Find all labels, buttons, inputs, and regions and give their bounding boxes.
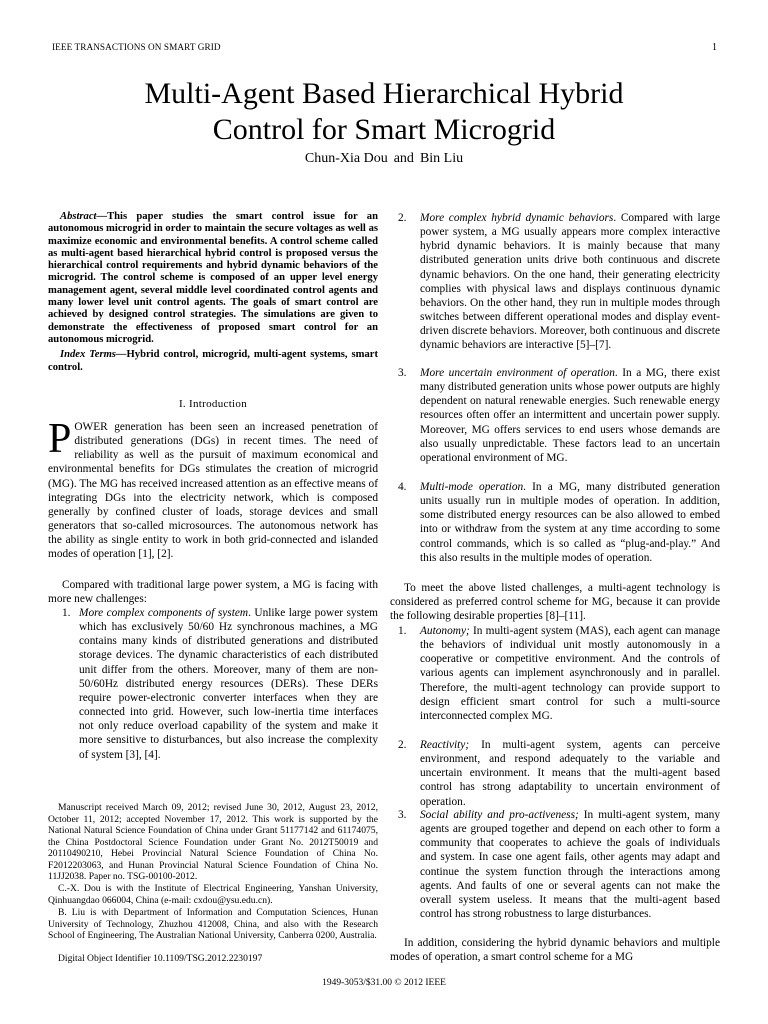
- section-heading-introduction: I. Introduction: [178, 398, 248, 410]
- copyright-footer: 1949-3053/$31.00 © 2012 IEEE: [322, 978, 446, 988]
- property-item-2-text: In multi-agent system, agents can perceive environment, and respond adequately to the variable and uncertain environment. It means that the multi-agent based control has strong adaptability to uncertain environment of operation.: [420, 739, 720, 808]
- index-terms-label: Index Terms—: [60, 349, 127, 360]
- footnote-dou: C.-X. Dou is with the Institute of Electrical Engineering, Yanshan University, Qinhuangdao 066004, China (e-mail: cxdou@ysu.edu.cn).: [48, 883, 378, 906]
- authors: [0, 151, 768, 167]
- property-item-3-number: 3.: [398, 809, 407, 821]
- property-item-2-number: 2.: [398, 739, 407, 751]
- author-1: Chun-Xia Dou: [304, 151, 388, 166]
- intro-paragraph-1-text: OWER generation has been seen an increased penetration of distributed generations (DGs) in recent times. The need of reliability as well as the pursuit of maximum economical and environmental benefits for DGs stimulates the creation of microgrid (MG). The MG has received increased attention as an effective means of integrating DGs into the electricity network, which is composed generally by confined cluster of loads, storage devices and small generators that so-called microsources. The autonomous network has the ability as single entity to work in both grid-connected and islanded modes of operation [1], [2].: [48, 421, 378, 561]
- paper-title-line-2: Control for Smart Microgrid: [212, 113, 556, 146]
- footnote-liu: B. Liu is with Department of Information and Computation Sciences, Hunan University of Technology, Zhuzhou 412008, China, and also with the Research School of Engineering, The Australian National University, Canberra 0200, Australia.: [48, 907, 378, 942]
- property-item-2-title: Reactivity;: [420, 739, 470, 751]
- index-terms-text: Hybrid control, microgrid, multi-agent systems, smart control.: [48, 349, 378, 373]
- challenge-item-3-text: . In a MG, there exist many distributed generation units whose power outputs are highly dependent on natural renewable energies. Such renewable energy resources often offer an intermittent and uncertain power supply. Moreover, MG offers services to end users whose demands are also usually unpredictable. These factors lead to an uncertain operational environment of MG.: [420, 367, 721, 464]
- index-terms: [48, 348, 378, 374]
- page-number: 1: [712, 42, 717, 53]
- challenge-item-3-number: 3.: [398, 367, 407, 379]
- abstract-label: Abstract—: [60, 211, 108, 222]
- intro-paragraph-2: Compared with traditional large power system, a MG is facing with more new challenges:: [48, 579, 378, 606]
- footnote-received: Manuscript received March 09, 2012; revised June 30, 2012, August 23, 2012, October 11, 2012; accepted November 17, 2012. This work is supported by the National Natural Science Foundation of China under Grant 51177142 and 61174075, the China Postdoctoral Science Foundation under Grant No. 2012T50019 and 20110490210, Hebei Provincial Natural Science Foundation of China No. F2012203063, and Hunan Provincial Natural Science Foundation of China No. 11JJ2038. Paper no. TSG-00100-2012.: [48, 802, 378, 883]
- challenge-item-1-text: . Unlike large power system which has exclusively 50/60 Hz synchronous machines, a MG contains many kinds of distributed generations and distributed storage devices. The dynamic characteristics of each distributed unit differ from the others. Moreover, many of them are non-50/60Hz distributed energy resources (DERs). These DERs require power-electronic converter interfaces when they are connected into grid. However, such low-inertia time interfaces not only reduce overload capability of the system and make it more sensitive to disturbances, but also increase the complexity of system [3], [4].: [79, 607, 378, 761]
- property-item-1-title: Autonomy;: [420, 625, 470, 637]
- challenge-item-3-title: More uncertain environment of operation: [420, 367, 615, 379]
- paper-title-line-1: Multi-Agent Based Hierarchical Hybrid: [144, 77, 624, 110]
- author-2: Bin Liu: [419, 151, 464, 166]
- multi-agent-intro-paragraph: To meet the above listed challenges, a multi-agent technology is considered as preferred control scheme for MG, because it can provide the following desirable properties [8]–[11].: [390, 582, 720, 623]
- challenge-item-4-title: Multi-mode operation: [420, 481, 524, 493]
- challenge-item-2-title: More complex hybrid dynamic behaviors: [420, 212, 614, 224]
- challenge-item-4-text: . In a MG, many distributed generation units usually run in multiple modes of operation. In addition, some distributed energy resources can be also allowed to embed into or withdraw from the system at any time according to some control commands, which is so called as “plug-and-play.” And this also results in the multiple modes of operation.: [420, 481, 720, 564]
- intro-paragraph-1: [48, 416, 378, 562]
- property-item-1-text: In multi-agent system (MAS), each agent can manage the behaviors of individual unit mostly autonomously in a cooperative or competitive environment. And the controls of various agents can implement asynchronously and in parallel. Therefore, the multi-agent technology can provide support to design efficient smart control for such a multi-source interconnected complex MG.: [420, 625, 720, 722]
- challenge-item-1-number: 1.: [62, 607, 71, 619]
- challenge-item-1-title: More complex components of system: [79, 607, 249, 619]
- challenge-item-4-number: 4.: [398, 481, 407, 493]
- property-item-3-title: Social ability and pro-activeness;: [420, 809, 579, 821]
- abstract-text: This paper studies the smart control issue for an autonomous microgrid in order to maintain the secure voltages as well as maximize economic and environmental benefits. A control scheme called as multi-agent based hierarchical hybrid control is proposed versus the hierarchical control requirements and hybrid dynamic behaviors of the microgrid. The control scheme is composed of an upper level energy management agent, several middle level coordinated control agents and many lower level unit control agents. The goals of smart control are achieved by designed control strategies. The simulations are given to demonstrate the effectiveness of proposed smart control for an autonomous microgrid.: [48, 211, 378, 345]
- property-item-3-text: In multi-agent system, many agents are grouped together and depend on each other to form a community that cooperates to achieve the goals of individuals and system. In case one agent fails, other agents may adapt and continue the system function through the interactions among agents. And faults of one or several agents can not make the overall system useless. It means that the multi-agent based control has strong robustness to large disturbances.: [420, 809, 720, 921]
- challenge-item-2-text: . Compared with large power system, a MG usually appears more complex interactive hybrid dynamic behaviors. It is mainly because that many distributed generation units drive both continuous and discrete dynamic behaviors. On the one hand, their generating electricity complies with physical laws and displays continuous dynamic behaviors. On the other hand, they run in multiple modes through switches between different operational modes and display event-driven discrete behaviors. Moreover, both continuous and discrete dynamic behaviors are interactive [5]–[7].: [420, 212, 720, 352]
- author-conjunction: and: [393, 151, 414, 166]
- footnote-doi: Digital Object Identifier 10.1109/TSG.2012.2230197: [58, 953, 263, 964]
- challenge-item-2-number: 2.: [398, 212, 407, 224]
- property-item-1-number: 1.: [398, 625, 407, 637]
- drop-cap: P: [48, 416, 72, 462]
- journal-name: IEEE TRANSACTIONS ON SMART GRID: [52, 42, 221, 52]
- closing-paragraph: In addition, considering the hybrid dynamic behaviors and multiple modes of operation, a smart control scheme for a MG: [390, 937, 720, 964]
- abstract: [48, 211, 378, 346]
